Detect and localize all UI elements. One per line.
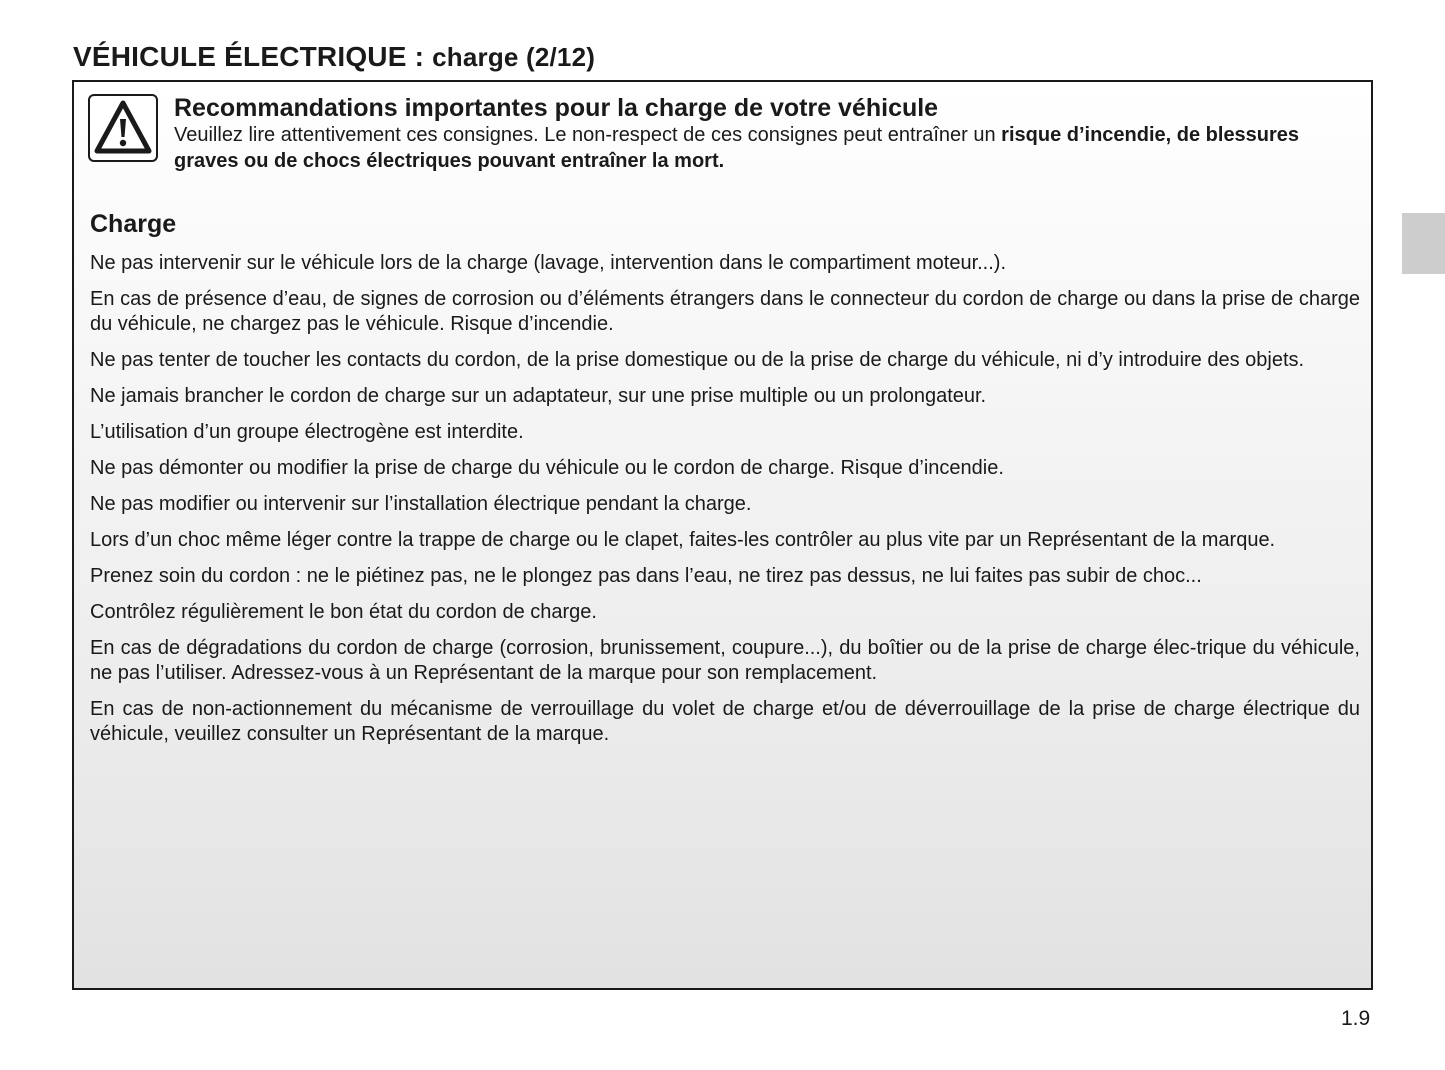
paragraph: Lors d’un choc même léger contre la trappe de charge ou le clapet, faites-les contrôler au plus vite par un Représentant de la marque. (90, 529, 1276, 551)
section-title: Charge (90, 210, 177, 238)
chapter-side-tab (1402, 213, 1445, 274)
page-title-main: VÉHICULE ÉLECTRIQUE : (73, 40, 433, 72)
warning-header (174, 94, 1359, 174)
paragraph: Ne pas intervenir sur le véhicule lors de la charge (lavage, intervention dans le compartiment moteur...). (90, 252, 1007, 274)
warning-box (72, 80, 1373, 990)
warning-title: Recommandations importantes pour la charge de votre véhicule (174, 94, 939, 122)
paragraph: Prenez soin du cordon : ne le piétinez pas, ne le plongez pas dans l’eau, ne tirez pas dessus, ne lui faites pas subir de choc... (90, 565, 1202, 587)
section-paragraphs (90, 251, 1360, 758)
paragraph: L’utilisation d’un groupe électrogène est interdite. (90, 421, 524, 443)
paragraph: Ne pas modifier ou intervenir sur l’installation électrique pendant la charge. (90, 493, 752, 515)
page-title-sub: charge (2/12) (432, 41, 596, 72)
paragraph: Contrôlez régulièrement le bon état du cordon de charge. (90, 601, 597, 623)
page-title (73, 41, 595, 73)
warning-triangle-icon (88, 94, 158, 162)
warning-intro (174, 122, 1359, 174)
paragraph: En cas de présence d’eau, de signes de corrosion ou d’éléments étrangers dans le connecteur du cordon de charge ou dans la prise de charge du véhicule, ne chargez pas le véhicule. Risque d’incendie. (90, 288, 1360, 335)
warning-intro-text: Veuillez lire attentivement ces consignes. Le non-respect de ces consignes peut entraîner un (174, 124, 1002, 146)
page-number: 1.9 (1341, 1007, 1371, 1030)
paragraph: Ne pas démonter ou modifier la prise de charge du véhicule ou le cordon de charge. Risque d’incendie. (90, 457, 1004, 479)
paragraph: Ne pas tenter de toucher les contacts du cordon, de la prise domestique ou de la prise de charge du véhicule, ni d’y introduire des objets. (90, 349, 1305, 371)
paragraph: En cas de non-actionnement du mécanisme de verrouillage du volet de charge et/ou de déverrouillage de la prise de charge électrique du véhicule, veuillez consulter un Représentant de la marque. (90, 698, 1360, 745)
paragraph: Ne jamais brancher le cordon de charge sur un adaptateur, sur une prise multiple ou un prolongateur. (90, 385, 987, 407)
warning-intro-emphasis: risque d’incendie, de blessures graves ou de chocs électriques pouvant entraîner la mort. (174, 124, 1300, 172)
paragraph: En cas de dégradations du cordon de charge (corrosion, brunissement, coupure...), du boîtier ou de la prise de charge élec-trique du véhicule, ne pas l’utiliser. Adressez-vous à un Représentant de la marque pour son remplacement. (90, 637, 1360, 684)
